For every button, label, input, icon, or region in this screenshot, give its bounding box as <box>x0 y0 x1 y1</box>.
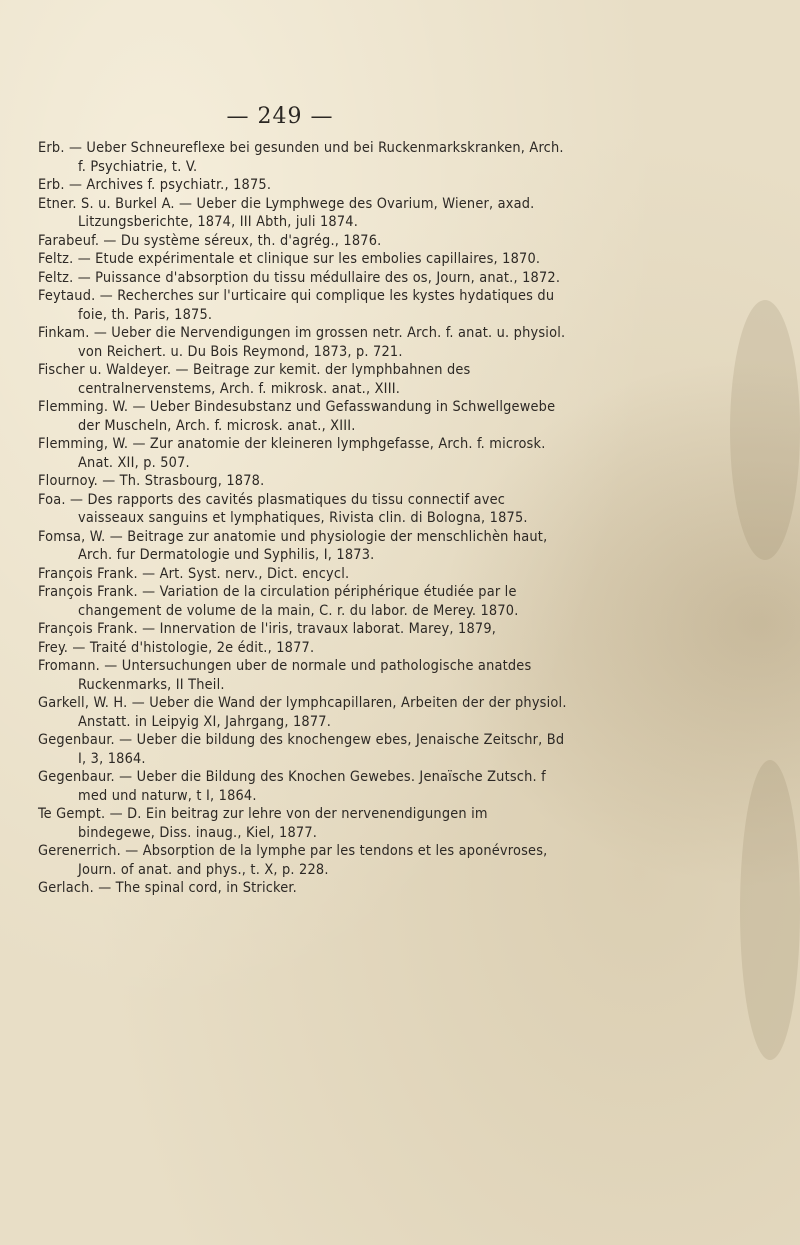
bibliography-entry: François Frank. — Innervation de l'iris, travaux laborat. Marey, 1879, <box>38 621 497 637</box>
bibliography-entry: Fomsa, W. — Beitrage zur anatomie und physiologie der menschlichèn haut, Arch. fur Dermatologie und Syphilis, I, 1873. <box>38 528 548 563</box>
paper-stain <box>730 300 800 560</box>
bibliography-entry: Gerlach. — The spinal cord, in Stricker. <box>38 880 297 896</box>
bibliography-entry: Flemming, W. — Zur anatomie der kleineren lymphgefasse, Arch. f. microsk. Anat. XII, p. 507. <box>38 436 546 471</box>
bibliography-entry: François Frank. — Variation de la circulation périphérique étudiée par le changement de volume de la main, C. r. du labor. de Merey. 1870. <box>38 584 519 619</box>
bibliography-entry: Feytaud. — Recherches sur l'urticaire qui complique les kystes hydatiques du foie, th. Paris, 1875. <box>38 288 555 323</box>
page-number: — 249 — <box>226 104 334 129</box>
bibliography-entry: François Frank. — Art. Syst. nerv., Dict. encycl. <box>38 565 350 582</box>
bibliography-entry: Erb. — Ueber Schneureflexe bei gesunden und bei Ruckenmarkskranken, Arch. f. Psychiatrie, t. V. <box>38 140 564 175</box>
bibliography-entry: Gerenerrich. — Absorption de la lymphe par les tendons et les aponévroses, Journ. of anat. and phys., t. X, p. 228. <box>38 843 548 878</box>
bibliography-entry: Feltz. — Puissance d'absorption du tissu médullaire des os, Journ, anat., 1872. <box>38 269 561 286</box>
bibliography-entry: Fischer u. Waldeyer. — Beitrage zur kemit. der lymphbahnen des centralnervenstems, Arch. f. mikrosk. anat., XIII. <box>38 362 471 397</box>
bibliography-list <box>38 139 568 898</box>
bibliography-entry: Gegenbaur. — Ueber die bildung des knochengew ebes, Jenaische Zeitschr, Bd I, 3, 1864. <box>38 732 565 767</box>
bibliography-entry: Finkam. — Ueber die Nervendigungen im grossen netr. Arch. f. anat. u. physiol. von Reichert. u. Du Bois Reymond, 1873, p. 721. <box>38 325 566 360</box>
bibliography-entry: Flemming. W. — Ueber Bindesubstanz und Gefasswandung in Schwellgewebe der Muscheln, Arch. f. microsk. anat., XIII. <box>38 399 556 434</box>
bibliography-entry: Fromann. — Untersuchungen uber de normale und pathologische anatdes Ruckenmarks, II Theil. <box>38 658 532 693</box>
paper-stain <box>740 760 800 1060</box>
bibliography-entry: Farabeuf. — Du système séreux, th. d'agrég., 1876. <box>38 232 382 249</box>
bibliography-entry: Feltz. — Etude expérimentale et clinique sur les embolies capillaires, 1870. <box>38 251 541 267</box>
bibliography-entry: Etner. S. u. Burkel A. — Ueber die Lymphwege des Ovarium, Wiener, axad. Litzungsberichte, 1874, III Abth, juli 1874. <box>38 195 535 230</box>
bibliography-entry: Gegenbaur. — Ueber die Bildung des Knochen Gewebes. Jenaïsche Zutsch. f med und naturw, t I, 1864. <box>38 769 546 804</box>
bibliography-entry: Foa. — Des rapports des cavités plasmatiques du tissu connectif avec vaisseaux sanguins et lymphatiques, Rivista clin. di Bologna, 1875. <box>38 491 528 526</box>
bibliography-entry: Flournoy. — Th. Strasbourg, 1878. <box>38 473 265 489</box>
bibliography-entry: Erb. — Archives f. psychiatr., 1875. <box>38 177 272 193</box>
bibliography-entry: Te Gempt. — D. Ein beitrag zur lehre von der nervenendigungen im bindegewe, Diss. inaug., Kiel, 1877. <box>38 806 488 841</box>
bibliography-entry: Garkell, W. H. — Ueber die Wand der lymphcapillaren, Arbeiten der der physiol. Anstatt. in Leipyig XI, Jahrgang, 1877. <box>38 695 567 730</box>
bibliography-entry: Frey. — Traité d'histologie, 2e édit., 1877. <box>38 639 315 656</box>
